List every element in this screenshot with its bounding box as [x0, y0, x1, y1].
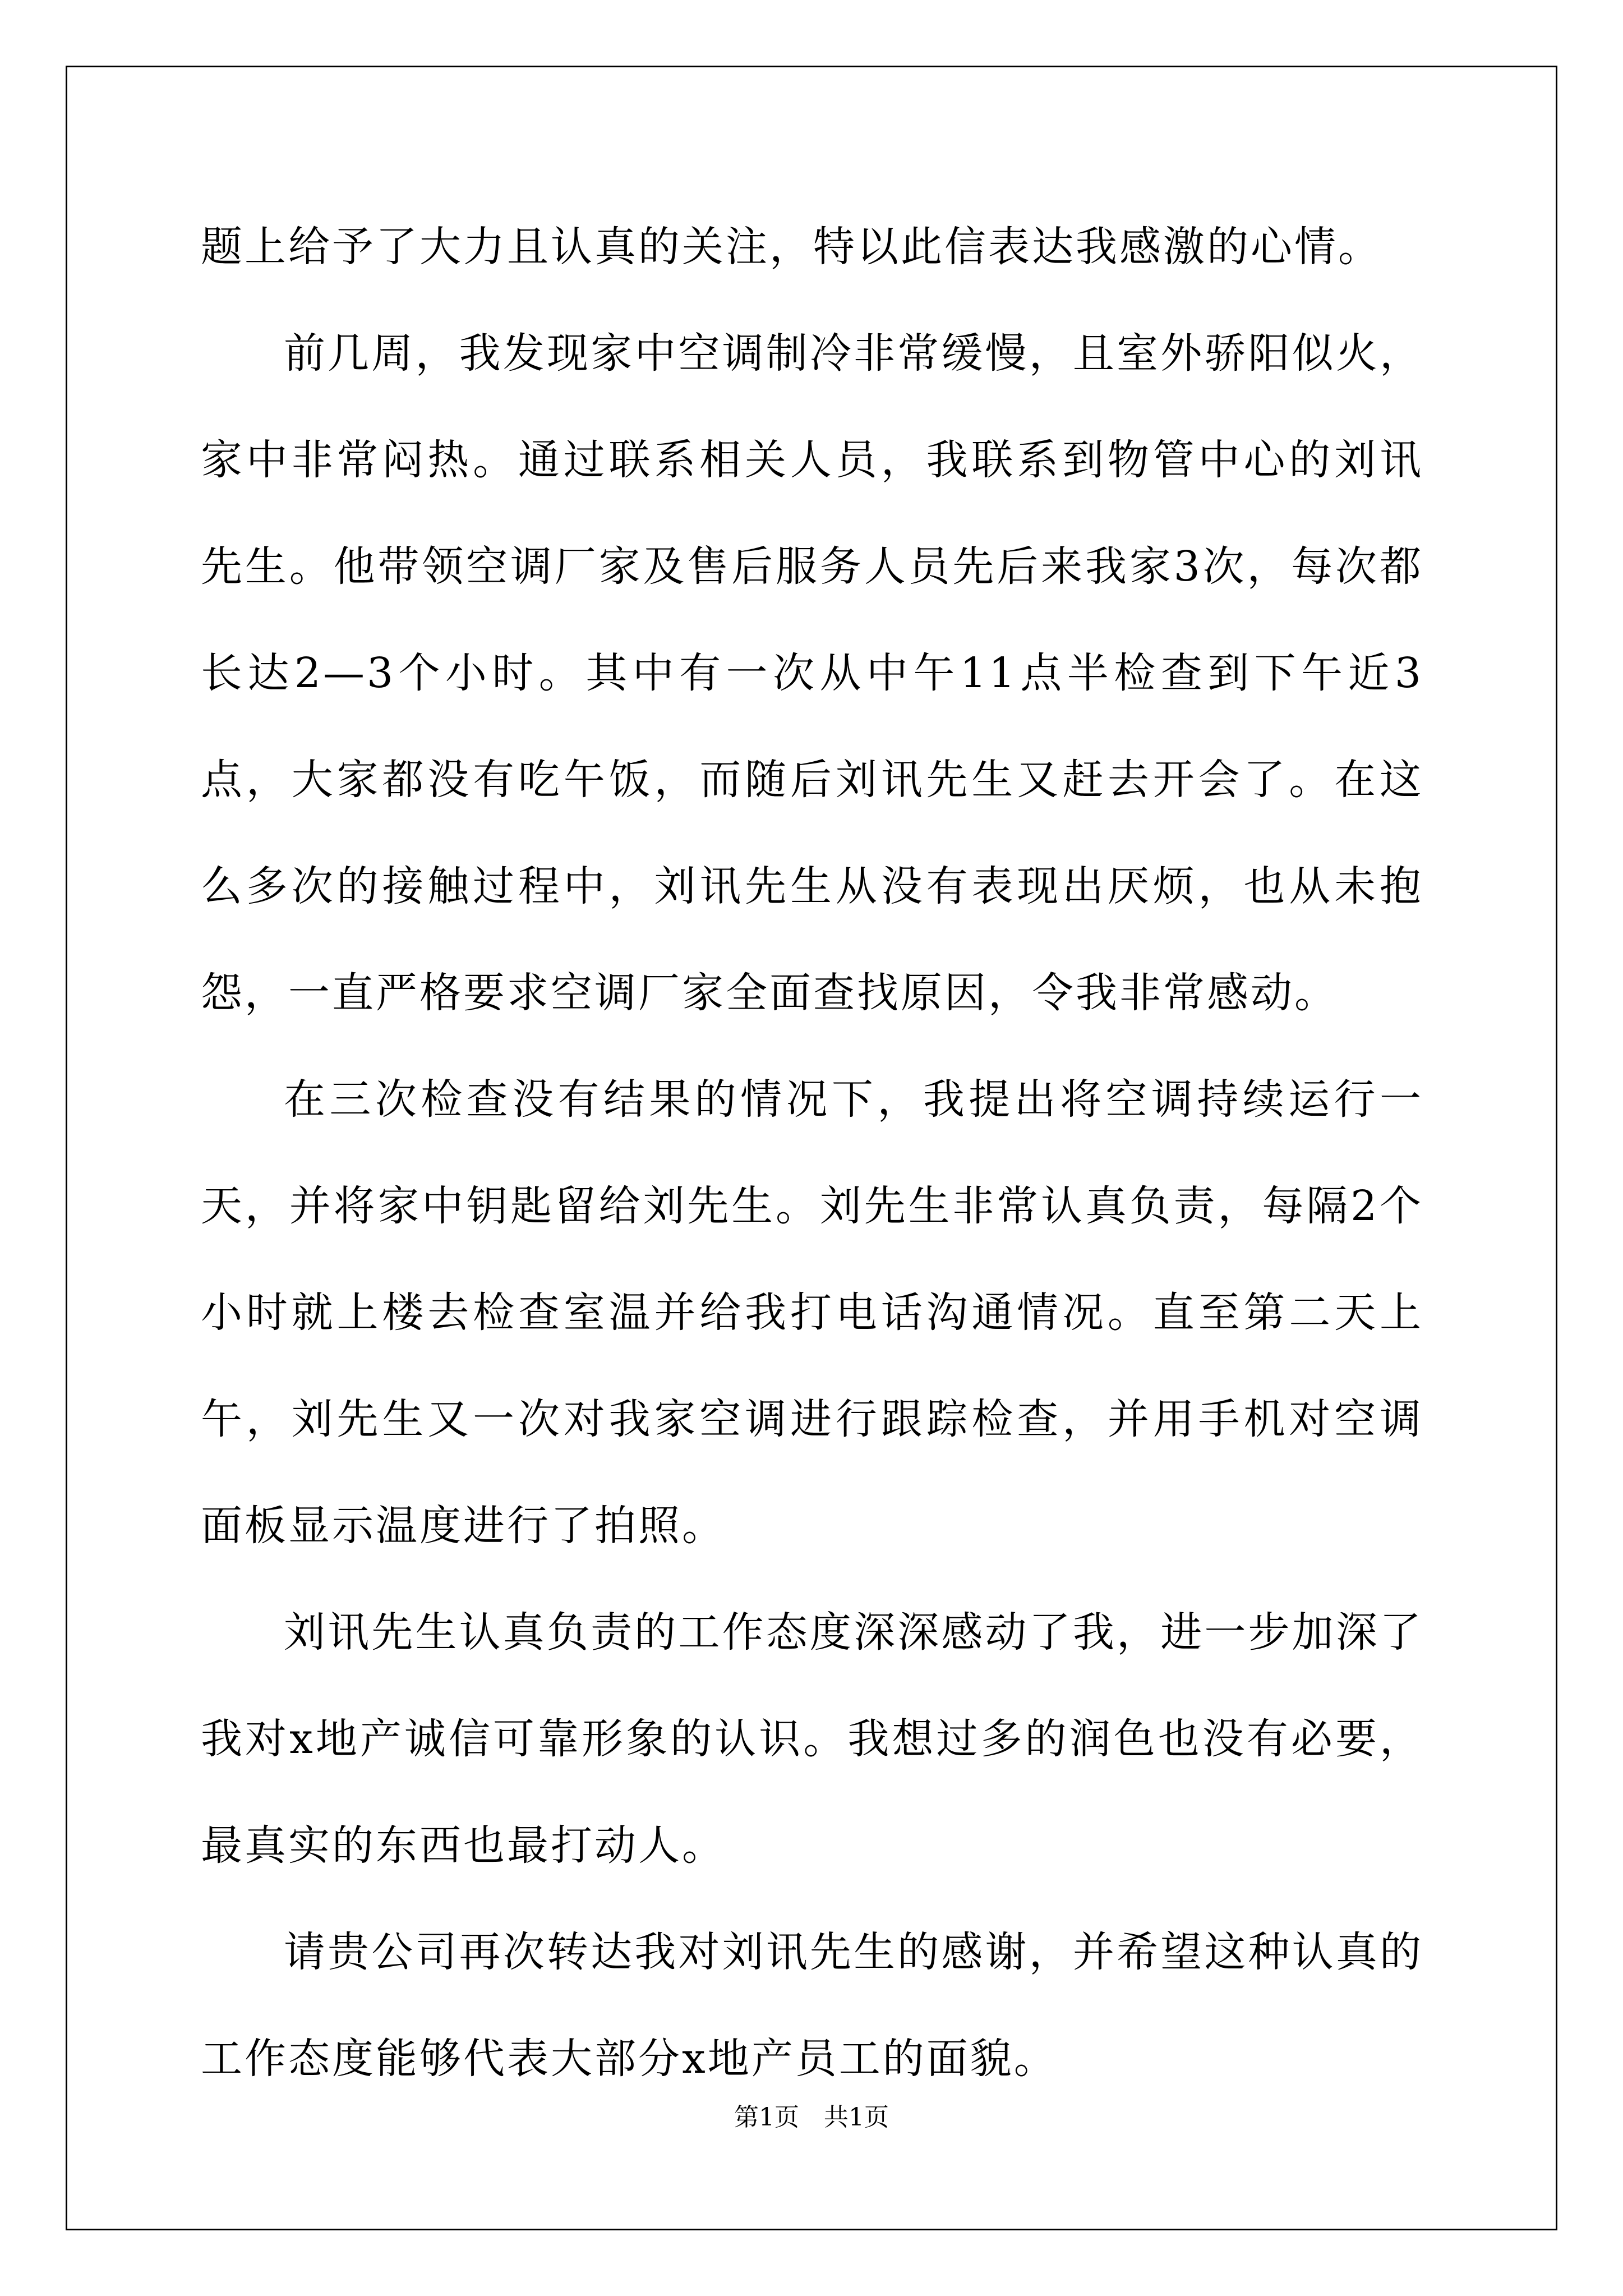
- paragraph-4: 刘讯先生认真负责的工作态度深深感动了我，进一步加深了我对x地产诚信可靠形象的认识。我想过多的润色也没有必要，最真实的东西也最打动人。: [201, 1608, 1423, 1870]
- paragraph-1: 题上给予了大力且认真的关注，特以此信表达我感激的心情。: [201, 223, 1382, 271]
- paragraph-3: 在三次检查没有结果的情况下，我提出将空调持续运行一天，并将家中钥匙留给刘先生。刘先生非常认真负责，每隔2个小时就上楼去检查室温并给我打电话沟通情况。直至第二天上午，刘先生又一次对我家空调进行跟踪检查，并用手机对空调面板显示温度进行了拍照。: [201, 1075, 1423, 1550]
- page-footer: 第1页 共1页: [734, 2103, 889, 2132]
- paragraph-5: 请贵公司再次转达我对刘讯先生的感谢，并希望这种认真的工作态度能够代表大部分x地产员工的面貌。: [201, 1928, 1423, 2083]
- document-body: [201, 194, 1423, 2112]
- paragraph-2: 前几周，我发现家中空调制冷非常缓慢，且室外骄阳似火，家中非常闷热。通过联系相关人员，我联系到物管中心的刘讯先生。他带领空调厂家及售后服务人员先后来我家3次，每次都长达2—3个小时。其中有一次从中午11点半检查到下午近3点，大家都没有吃午饭，而随后刘讯先生又赶去开会了。在这么多次的接触过程中，刘讯先生从没有表现出厌烦，也从未抱怨，一直严格要求空调厂家全面查找原因，令我非常感动。: [201, 329, 1423, 1017]
